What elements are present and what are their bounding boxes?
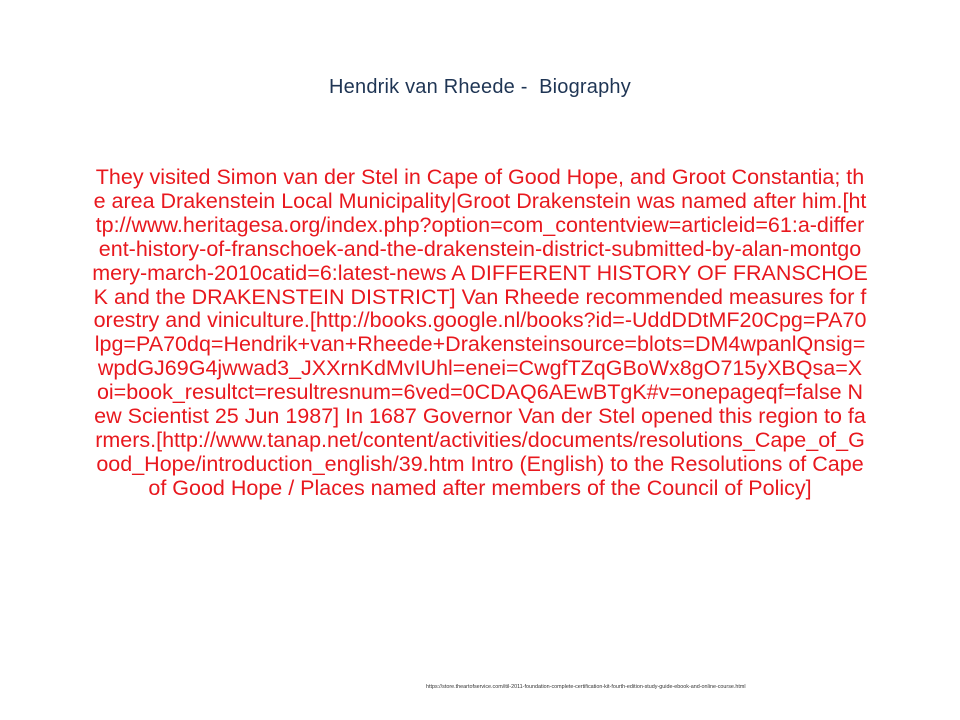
slide-body-text: They visited Simon van der Stel in Cape of Good Hope, and Groot Constantia; the area Drakenstein Local Municipality|Groot Drakenstein was named after him.[http://www.heritagesa.org/index.php?option=com_contentview=articleid=61:a-different-history-of-franschoek-and-the-drakenstein-district-submitted-by-alan-montgomery-march-2010catid=6:latest-news A DIFFERENT HISTORY OF FRANSCHOEK and the DRAKENSTEIN DISTRICT] Van Rheede recommended measures for forestry and viniculture.[http://books.google.nl/books?id=-UddDDtMF20Cpg=PA70lpg=PA70dq=Hendrik+van+Rheede+Drakensteinsource=blots=DM4wpanlQnsig=wpdGJ69G4jwwad3_JXXrnKdMvIUhl=enei=CwgfTZqGBoWx8gO715yXBQsa=Xoi=book_resultct=resultresnum=6ved=0CDAQ6AEwBTgK#v=onepageqf=false New Scientist 25 Jun 1987] In 1687 Governor Van der Stel opened this region to farmers.[http://www.tanap.net/content/activities/documents/resolutions_Cape_of_Good_Hope/introduction_english/39.htm Intro (English) to the Resolutions of Cape of Good Hope / Places named after members of the Council of Policy] — [92, 165, 868, 500]
footer-source-link[interactable]: https://store.theartofservice.com/itil-2011-foundation-complete-certification-kit-fourth-edition-study-guide-ebook-and-online-course.html — [426, 684, 746, 690]
slide-title: Hendrik van Rheede - Biography — [329, 76, 631, 98]
